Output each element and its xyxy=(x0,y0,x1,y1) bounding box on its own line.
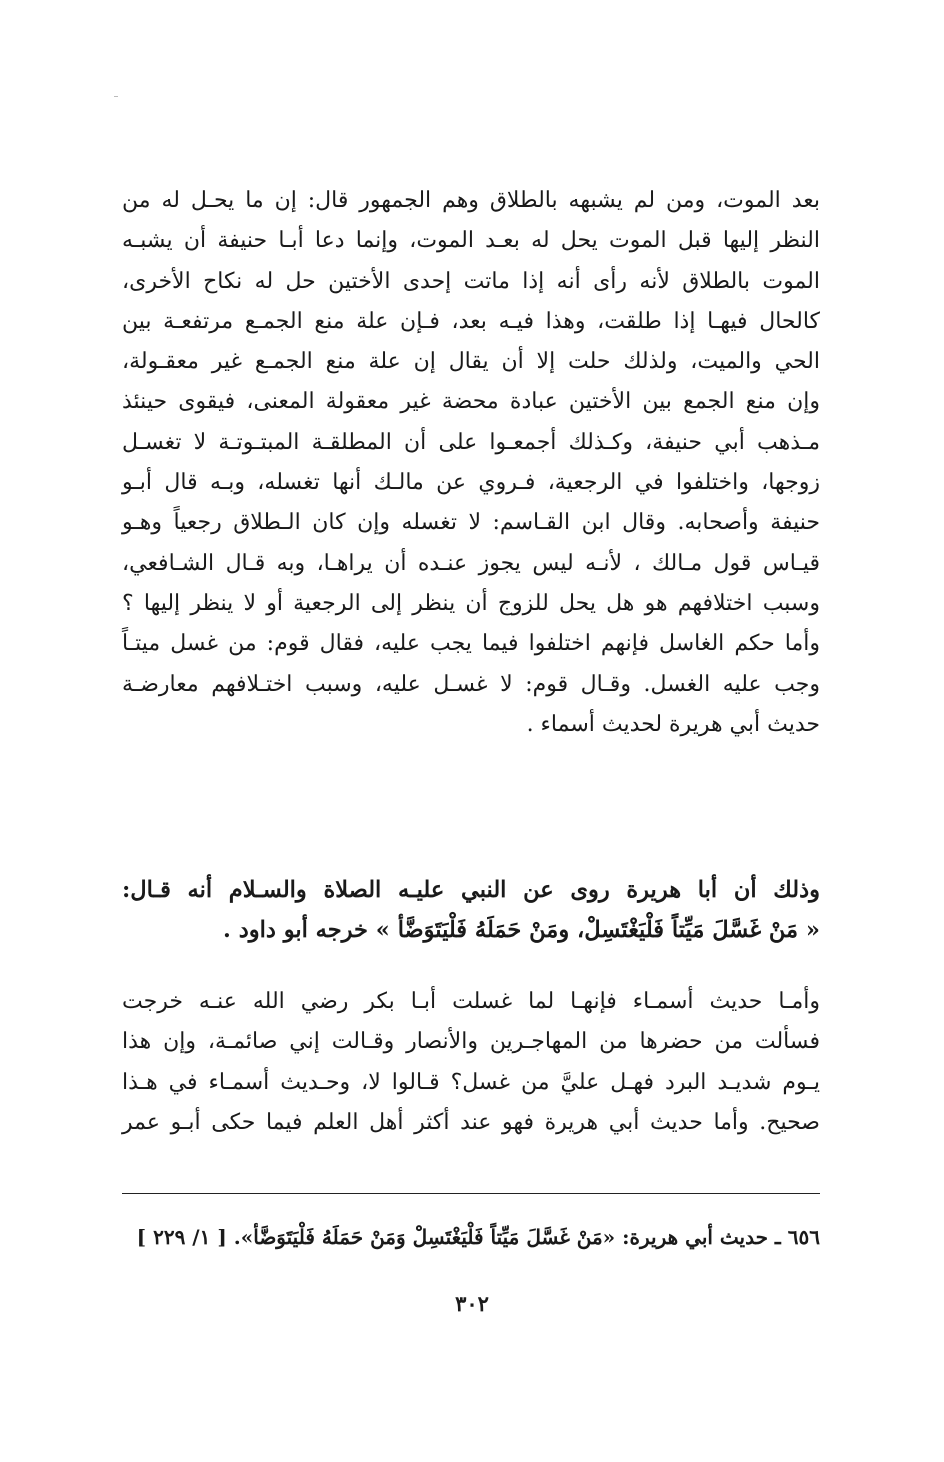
main-text-block xyxy=(122,181,820,745)
text-line: حنيفة وأصحابه. وقال ابن القـاسم: لا تغسله وإن كان الـطلاق رجعياً وهـو xyxy=(122,510,820,536)
text-line: وسبب اختلافهم هو هل يحل للزوج أن ينظر إلى الرجعية أو لا ينظر إليها ؟ xyxy=(122,590,820,616)
text-line: حديث أبي هريرة لحديث أسماء . xyxy=(526,711,820,737)
text-line: كالحال فيهـا إذا طلقت، وهذا فيـه بعد، فـإن علة منع الجمـع مرتفعـة بين xyxy=(122,308,820,334)
page-number: ٣٠٢ xyxy=(455,1291,489,1316)
footnote-divider xyxy=(122,1193,820,1194)
text-line: قيـاس قول مـالك ، لأنـه ليس يجوز عنـده أن يراهـا، وبه قـال الشـافعي، xyxy=(122,550,820,576)
text-line: زوجها، واختلفوا في الرجعية، فـروي عن مالـك أنها تغسله، وبـه قال أبـو xyxy=(122,470,820,496)
asma-hadith-block xyxy=(122,982,820,1143)
text-line: بعد الموت، ومن لم يشبهه بالطلاق وهم الجمهور قال: إن ما يحـل له من xyxy=(122,188,820,213)
hadith-line: « مَنْ غَسَّلَ مَيِّتاً فَلْيَغْتَسِلْ، ومَنْ حَمَلَهُ فَلْيَتَوَضَّأ » خرجه أبو داود . xyxy=(223,917,820,943)
text-line: وإن منع الجمع بين الأختين عبادة محضة غير معقولة المعنى، فيقوى حينئذ xyxy=(122,389,820,415)
text-line: وجب عليه الغسل. وقـال قوم: لا غسـل عليه، وسبب اختـلافهم معارضـة xyxy=(122,671,820,697)
text-line: الحي والميت، ولذلك حلت إلا أن يقال إن علة منع الجمـع غير معقـولة، xyxy=(122,349,820,375)
scan-speck xyxy=(114,96,118,97)
text-line: فسألت من حضرها من المهاجـرين والأنصار وقـالت إني صائمـة، وإن هذا xyxy=(122,1029,820,1055)
hadith-quote-block xyxy=(122,870,820,950)
text-line: مـذهب أبي حنيفة، وكـذلك أجمعـوا على أن المطلقـة المبتـوتـة لا تغسـل xyxy=(122,429,820,455)
text-line: صحيح. وأما حديث أبي هريرة فهو عند أكثر أهل العلم فيما حكى أبـو عمر xyxy=(122,1109,820,1135)
text-line: وأما حكم الغاسل فإنهم اختلفوا فيما يجب عليه، فقال قوم: من غسل ميتـاً xyxy=(122,631,820,657)
text-line: الموت بالطلاق لأنه رأى أنه إذا ماتت إحدى الأختين حل له نكاح الأخرى، xyxy=(122,268,820,294)
text-line: يـوم شديـد البرد فهـل عليَّ من غسل؟ قـالوا لا، وحـديث أسمـاء في هـذا xyxy=(122,1069,820,1095)
text-line: وأمـا حديث أسمـاء فإنهـا لما غسلت أبـا بكر رضي الله عنـه خرجت xyxy=(122,989,820,1014)
footnote: ٦٥٦ ـ حديث أبي هريرة: «مَنْ غَسَّلَ مَيِّتاً فَلْيَغْتَسِلْ وَمَنْ حَمَلَهُ فَلْيَتَوَضَّأ». [ ١/ ٢٢٩ ] xyxy=(136,1225,820,1249)
text-line: النظر إليها قبل الموت يحل له بعـد الموت، وإنما دعا أبـا حنيفة أن يشبـه xyxy=(122,228,820,254)
hadith-line: وذلك أن أبا هريرة روى عن النبي عليـه الصلاة والسـلام أنه قـال: xyxy=(122,877,820,903)
